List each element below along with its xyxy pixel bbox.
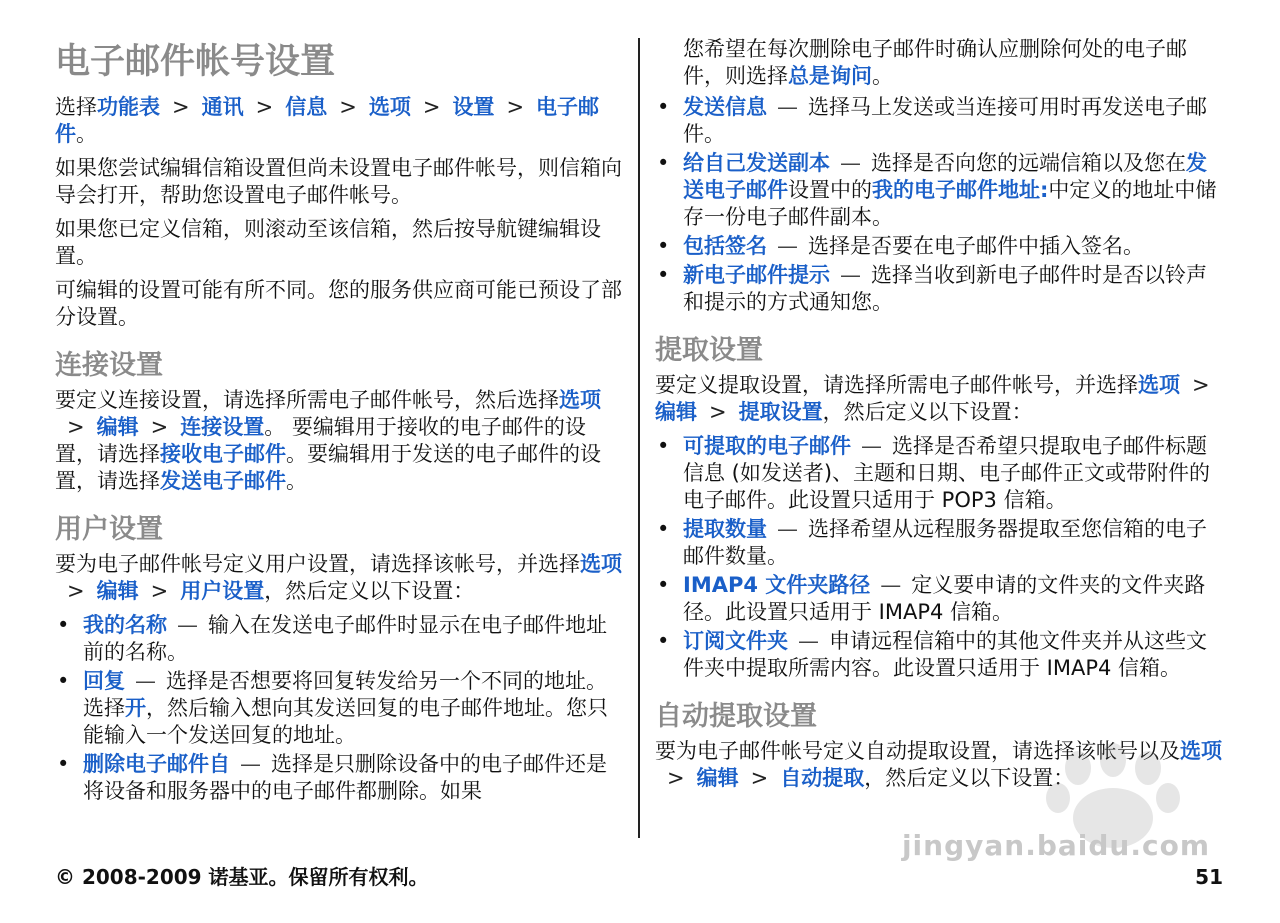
list-item: • IMAP4 文件夹路径 — 定义要申请的文件夹的文件夹路径。此设置只适用于 IMAP4 信箱。 [657, 573, 1206, 624]
page-title: 电子邮件帐号设置 [55, 42, 336, 82]
option-always-ask[interactable]: 总是询问 [788, 64, 872, 88]
left-column [55, 36, 623, 807]
list-item: • 新电子邮件提示 — 选择当收到新电子邮件时是否以铃声和提示的方式通知您。 [657, 263, 1207, 314]
list-item: • 订阅文件夹 — 申请远程信箱中的其他文件夹并从这些文件夹中提取所需内容。此设置只适用于 IMAP4 信箱。 [657, 629, 1207, 680]
menu-link-email[interactable]: 电子邮件 [55, 95, 600, 146]
link-send-email[interactable]: 发送电子邮件 [683, 151, 1207, 202]
setting-new-email-alert[interactable]: 新电子邮件提示 [683, 263, 830, 287]
setting-imap4-folder-path[interactable]: IMAP4 文件夹路径 [683, 573, 871, 597]
link-send-email[interactable]: 发送电子邮件 [160, 469, 286, 493]
path-link-edit[interactable]: 编辑 [96, 579, 139, 603]
path-link-auto-retrieval[interactable]: 自动提取 [780, 766, 865, 790]
user-heading: 用户设置 [55, 514, 163, 545]
delete-email-description-part2: 您希望在每次删除电子邮件时确认应删除何处的电子邮件，则选择 [683, 37, 1187, 88]
column-divider [638, 38, 640, 838]
user-section [55, 513, 623, 805]
setting-retrievable-email[interactable]: 可提取的电子邮件 [683, 434, 851, 458]
setting-send-copy-to-self[interactable]: 给自己发送副本 [683, 151, 830, 175]
menu-link-settings[interactable]: 设置 [452, 95, 495, 119]
connection-heading: 连接设置 [55, 350, 163, 381]
path-link-connection-settings[interactable]: 连接设置 [180, 415, 265, 439]
setting-subscribe-folders[interactable]: 订阅文件夹 [683, 629, 788, 653]
intro-paragraph-note: 可编辑的设置可能有所不同。您的服务供应商可能已预设了部分设置。 [55, 278, 622, 329]
path-link-options[interactable]: 选项 [559, 388, 601, 412]
auto-retrieval-heading: 自动提取设置 [655, 701, 817, 732]
list-item: • 提取数量 — 选择希望从远程服务器提取至您信箱的电子邮件数量。 [657, 517, 1207, 568]
retrieval-heading: 提取设置 [655, 335, 763, 366]
intro-paragraph-edit: 如果您已定义信箱，则滚动至该信箱，然后按导航键编辑设置。 [55, 217, 601, 268]
menu-link-functions[interactable]: 功能表 [97, 95, 160, 119]
watermark-text: jingyan.baidu.com [901, 829, 1210, 862]
connection-section [55, 349, 623, 495]
setting-reply[interactable]: 回复 [83, 669, 125, 693]
option-on[interactable]: 开 [125, 696, 146, 720]
list-item: • 我的名称 — 输入在发送电子邮件时显示在电子邮件地址前的名称。 [57, 613, 607, 664]
menu-link-communication[interactable]: 通讯 [201, 95, 244, 119]
retrieval-paragraph: 要定义提取设置，请选择所需电子邮件帐号，并选择选项 >编辑 > 提取设置，然后定义以下设置： [655, 373, 1210, 424]
intro-menu-path: 选择功能表 > 通讯 > 信息 > 选项 > 设置 > 电子邮件。 [55, 95, 600, 146]
delete-email-description-part1: 选择是只删除设备中的电子邮件还是将设备和服务器中的电子邮件都删除。如果 [83, 752, 607, 803]
path-link-edit[interactable]: 编辑 [655, 400, 697, 424]
user-settings-list [55, 612, 623, 805]
setting-send-message[interactable]: 发送信息 [683, 95, 767, 119]
intro-paragraph-wizard: 如果您尝试编辑信箱设置但尚未设置电子邮件帐号，则信箱向导会打开，帮助您设置电子邮件帐号。 [55, 156, 622, 207]
path-link-options[interactable]: 选项 [580, 552, 622, 576]
path-link-options[interactable]: 选项 [1180, 739, 1222, 763]
path-link-retrieval-settings[interactable]: 提取设置 [738, 400, 823, 424]
path-link-edit[interactable]: 编辑 [696, 766, 739, 790]
list-item: • 回复 — 选择是否想要将回复转发给另一个不同的地址。选择开，然后输入想向其发送回复的电子邮件地址。您只能输入一个发送回复的地址。 [57, 669, 608, 747]
setting-delete-email-from[interactable]: 删除电子邮件自 [83, 752, 230, 776]
page-number: 51 [1195, 865, 1223, 889]
user-settings-list-continued [655, 36, 1223, 316]
list-item: • 可提取的电子邮件 — 选择是否希望只提取电子邮件标题信息 (如发送者)、主题和日期、电子邮件正文或带附件的电子邮件。此设置只适用于 POP3 信箱。 [657, 434, 1211, 512]
copyright-footer: © 2008-2009 诺基亚。保留所有权利。 [55, 865, 429, 889]
path-link-options[interactable]: 选项 [1138, 373, 1180, 397]
retrieval-settings-list [655, 433, 1223, 682]
user-paragraph: 要为电子邮件帐号定义用户设置，请选择该帐号，并选择选项> 编辑 > 用户设置，然后定义以下设置： [55, 552, 622, 603]
setting-my-name[interactable]: 我的名称 [83, 613, 167, 637]
right-column [655, 36, 1223, 799]
auto-retrieval-paragraph: 要为电子邮件帐号定义自动提取设置，请选择该帐号以及选项> 编辑 > 自动提取，然后定义以下设置： [655, 739, 1222, 790]
menu-link-options[interactable]: 选项 [368, 95, 411, 119]
menu-link-messages[interactable]: 信息 [285, 95, 328, 119]
list-item: • 包括签名 — 选择是否要在电子邮件中插入签名。 [657, 234, 1144, 258]
link-my-email-address[interactable]: 我的电子邮件地址: [872, 178, 1049, 202]
retrieval-section [655, 334, 1223, 682]
list-item-continued: 您希望在每次删除电子邮件时确认应删除何处的电子邮件，则选择总是询问。 [683, 37, 1187, 88]
setting-include-signature[interactable]: 包括签名 [683, 234, 767, 258]
path-link-user-settings[interactable]: 用户设置 [180, 579, 265, 603]
list-item: • 给自己发送副本 — 选择是否向您的远端信箱以及您在发送电子邮件设置中的我的电子邮件地址:中定义的地址中储存一份电子邮件副本。 [657, 151, 1217, 229]
link-receive-email[interactable]: 接收电子邮件 [160, 442, 286, 466]
setting-retrieval-amount[interactable]: 提取数量 [683, 517, 767, 541]
connection-paragraph: 要定义连接设置，请选择所需电子邮件帐号，然后选择选项> 编辑 > 连接设置。 要编辑用于接收的电子邮件的设置，请选择接收电子邮件。要编辑用于发送的电子邮件的设置，请选择发送电子邮件。 [55, 388, 601, 493]
path-link-edit[interactable]: 编辑 [96, 415, 139, 439]
list-item: • 删除电子邮件自 — 选择是只删除设备中的电子邮件还是将设备和服务器中的电子邮件都删除。如果 [57, 752, 607, 803]
list-item: • 发送信息 — 选择马上发送或当连接可用时再发送电子邮件。 [657, 95, 1207, 146]
